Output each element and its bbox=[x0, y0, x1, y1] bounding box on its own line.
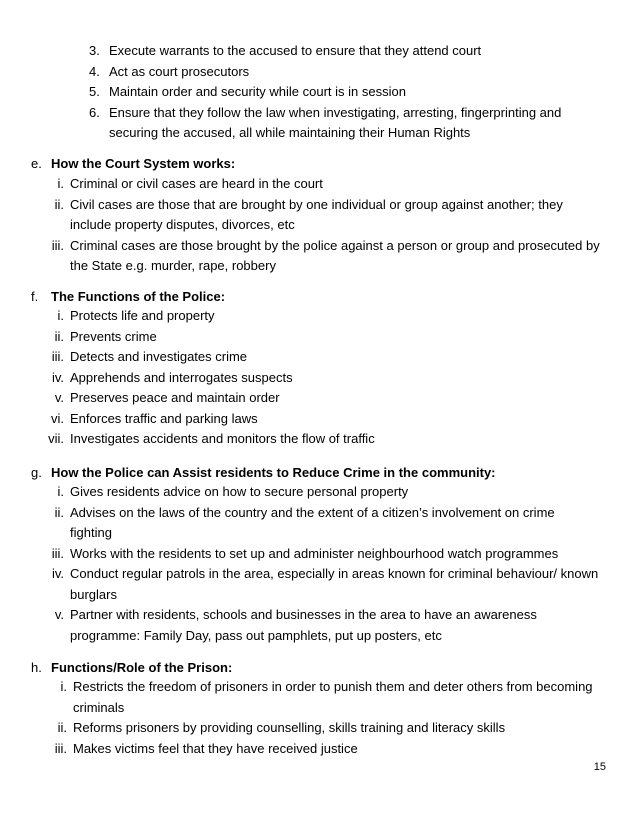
list-text: Works with the residents to set up and administer neighbourhood watch programmes bbox=[70, 545, 559, 561]
list-text: Criminal cases are those brought by the police against a person or group and prosecuted by the State e.g. murder, rape, robbery bbox=[70, 237, 600, 273]
list-text: Gives residents advice on how to secure personal property bbox=[70, 484, 409, 499]
list-text: Restricts the freedom of prisoners in order to punish them and deter others from becoming criminals bbox=[73, 679, 593, 715]
list-item bbox=[89, 103, 594, 144]
list-text: Partner with residents, schools and businesses in the area to have an awareness programme: Family Day, pass out pamphlets, put up posters, etc bbox=[70, 607, 537, 643]
list-item bbox=[57, 718, 600, 739]
section-letter: e. bbox=[31, 156, 42, 171]
list-number: ii. bbox=[54, 504, 64, 520]
list-item bbox=[51, 564, 600, 605]
list-item bbox=[89, 41, 594, 62]
section-letter: g. bbox=[31, 465, 42, 480]
list-item bbox=[51, 347, 600, 368]
police-functions-list bbox=[48, 306, 600, 450]
list-number: iii. bbox=[51, 237, 64, 253]
list-text: Prevents crime bbox=[70, 328, 157, 344]
list-number: v. bbox=[54, 607, 64, 622]
list-number: 4. bbox=[89, 63, 100, 79]
list-text: Maintain order and security while court is in session bbox=[109, 84, 406, 99]
list-text: Civil cases are those that are brought by one individual or group against another; they include property disputes, divorces, etc bbox=[70, 196, 563, 232]
list-number: 5. bbox=[89, 84, 100, 99]
section-title: How the Police can Assist residents to Reduce Crime in the community: bbox=[51, 465, 496, 480]
list-item bbox=[51, 236, 600, 277]
list-text: Execute warrants to the accused to ensure that they attend court bbox=[109, 43, 482, 58]
list-item bbox=[54, 503, 600, 544]
list-number: vii. bbox=[48, 431, 64, 446]
list-text: Criminal or civil cases are heard in the court bbox=[70, 176, 323, 191]
list-text: Protects life and property bbox=[70, 308, 215, 323]
list-number: iv. bbox=[51, 369, 64, 385]
list-text: Makes victims feel that they have received justice bbox=[73, 740, 358, 756]
list-number: ii. bbox=[54, 328, 64, 344]
list-number: iii. bbox=[54, 740, 67, 756]
list-number: 3. bbox=[89, 43, 100, 58]
list-item bbox=[54, 327, 600, 348]
list-item bbox=[57, 482, 600, 503]
list-text: Investigates accidents and monitors the flow of traffic bbox=[70, 431, 375, 446]
list-item bbox=[51, 409, 600, 430]
page-number: 15 bbox=[593, 761, 606, 773]
section-letter: h. bbox=[31, 660, 42, 675]
list-text: Apprehends and interrogates suspects bbox=[70, 369, 293, 385]
list-item bbox=[57, 174, 600, 195]
list-item bbox=[48, 429, 600, 450]
list-text: Conduct regular patrols in the area, especially in areas known for criminal behaviour/ known burglars bbox=[70, 566, 599, 602]
list-number: 6. bbox=[89, 104, 100, 120]
section-title: The Functions of the Police: bbox=[51, 289, 226, 304]
list-number: v. bbox=[54, 390, 64, 405]
list-text: Preserves peace and maintain order bbox=[70, 390, 280, 405]
court-system-list bbox=[51, 174, 600, 277]
list-item bbox=[51, 544, 600, 565]
list-text: Act as court prosecutors bbox=[109, 63, 250, 79]
list-item bbox=[54, 739, 600, 760]
list-number: ii. bbox=[54, 196, 64, 212]
numbered-list bbox=[89, 41, 594, 144]
list-number: i. bbox=[57, 176, 64, 191]
list-item bbox=[54, 605, 600, 646]
list-item bbox=[89, 82, 594, 103]
list-item bbox=[54, 388, 600, 409]
list-text: Advises on the laws of the country and the extent of a citizen’s involvement on crime fighting bbox=[70, 504, 555, 540]
list-item bbox=[57, 306, 600, 327]
section-title: How the Court System works: bbox=[51, 156, 236, 171]
list-number: i. bbox=[60, 679, 67, 694]
list-number: ii. bbox=[57, 720, 67, 735]
list-item bbox=[89, 62, 594, 83]
list-text: Detects and investigates crime bbox=[70, 349, 248, 364]
list-number: vi. bbox=[51, 410, 64, 426]
list-item bbox=[60, 677, 600, 718]
list-number: i. bbox=[57, 308, 64, 323]
list-text: Ensure that they follow the law when investigating, arresting, fingerprinting and securing the accused, all while maintaining their Human Rights bbox=[109, 104, 562, 140]
list-item bbox=[51, 368, 600, 389]
list-number: iii. bbox=[51, 545, 64, 561]
list-number: i. bbox=[57, 484, 64, 499]
police-assist-list bbox=[51, 482, 600, 646]
list-text: Reforms prisoners by providing counselling, skills training and literacy skills bbox=[73, 720, 506, 735]
list-text: Enforces traffic and parking laws bbox=[70, 410, 258, 426]
list-number: iv. bbox=[51, 566, 64, 581]
list-item bbox=[54, 195, 600, 236]
list-number: iii. bbox=[51, 349, 64, 364]
section-letter: f. bbox=[31, 289, 39, 304]
section-title: Functions/Role of the Prison: bbox=[51, 660, 233, 675]
prison-role-list bbox=[54, 677, 600, 759]
